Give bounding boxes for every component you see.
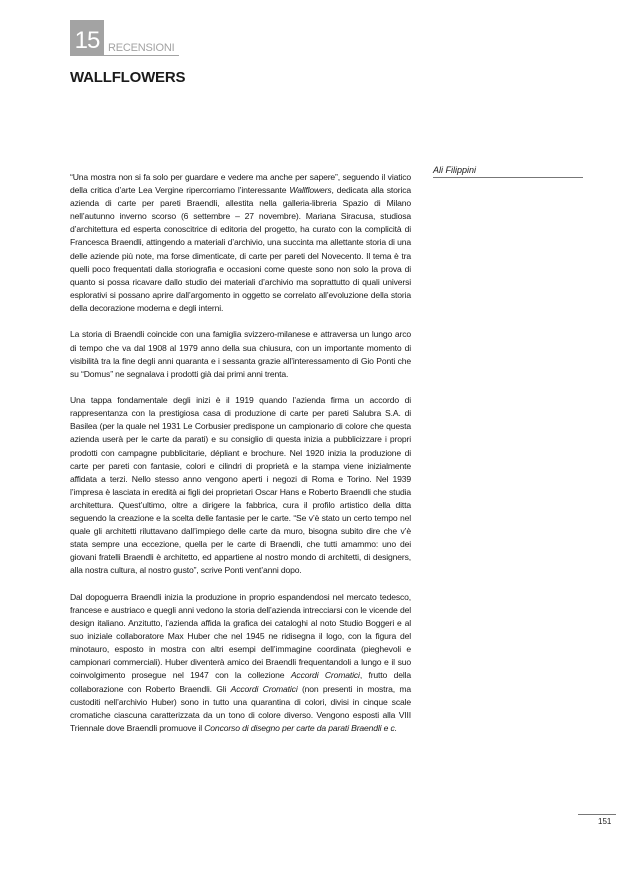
article-paragraph (70, 591, 411, 735)
paragraph-text: (non presenti in mostra, ma custoditi nell’archivio Huber) sono in tutto una quarantina di colori, divisi in cinque scale cromatiche ciascuna caratterizzata da un tono di colore diverso. Vengono esposti alla VIII Triennale dove Braendli promuove il (70, 683, 411, 733)
page-number-rule (578, 814, 616, 815)
section-number: 15 (74, 27, 100, 54)
page-number: 151 (598, 817, 612, 826)
italic-text: Concorso di disegno per carte da parati Braendli e c. (204, 722, 397, 733)
article-paragraph (70, 328, 411, 380)
section-number-badge (70, 20, 104, 56)
paragraph-text: , dedicata alla storica azienda di carte per pareti Braendli, allestita nella galleria-libreria Spazio di Milano nell’autunno inverno scorso (6 settembre – 27 novembre). Mariana Siracusa, studiosa d’architettura ed esperta conoscitrice di editoria del progetto, ha curato con la complicità di Francesca Braendli, attingendo a materiali d’archivio, una succinta ma allettante storia di una delle aziende più note, ma forse dimenticate, di carte per pareti del Novecento. Il tema è tra quelli poco frequentati dalla storiografia e occasioni come queste sono non solo la prova di quanto si possa ricavare dallo studio dei materiali d’archivio ma soprattutto di quali universi esplorativi si possano aprire dall’argomento in oggetto se correlato all’evoluzione della storia della decorazione moderna e degli interni. (70, 185, 411, 313)
paragraph-text: La storia di Braendli coincide con una famiglia svizzero-milanese e attraversa un lungo arco di tempo che va dal 1908 al 1979 anno della sua chiusura, con un importante momento di visibilità tra la fine degli anni quaranta e i sessanta grazie all’interessamento di Gio Ponti che su “Domus” ne segnalava i prodotti già dai primi anni trenta. (70, 329, 411, 379)
paragraph-text: Dal dopoguerra Braendli inizia la produzione in proprio espandendosi nel mercato tedesco, francese e austriaco e quegli anni vedono la storia dell’azienda intrecciarsi con le vicende del design italiano. Anzitutto, l’azienda affida la grafica dei cataloghi al noto Studio Boggeri e al suo iniziale collaboratore Max Huber che nel 1945 ne ridisegna il logo, con la figura del minotauro, esposto in mostra con altri esempi dell’immagine coordinata (pieghevoli e campionari commerciali). Huber diventerà amico dei Braendli frequentandoli a lungo e il suo coinvolgimento prosegue nel 1947 con la collezione (70, 591, 411, 681)
paragraph-text: Una tappa fondamentale degli inizi è il 1919 quando l’azienda firma un accordo di rappresentanza con la prestigiosa casa di produzione di carte per pareti Salubra S.A. di Basilea (per la quale nel 1931 Le Corbusier predispone un campionario di colore che questa azienda userà per le carte da parati) e su consiglio di questa inizia a pubblicizzare i propri prodotti con campagne pubblicitarie, dépliant e brochure. Nel 1920 inizia la produzione di carte per pareti con fantasie, colori e cilindri di proprietà e la stampa viene inizialmente affidata a terzi. Nello stesso anno vengono aperti i negozi di Roma e Torino. Nel 1939 l’impresa è lasciata in eredità ai figli dei proprietari Oscar Hans e Roberto Braendli che studia architettura. Quest’ultimo, oltre a dirigere la fabbrica, cura il profilo artistico della ditta seguendo la creazione e la scelta delle fantasie per le carte. “Se v’è stato un certo tempo nel quale gli architetti riluttavano dall’impiego delle carte da muro, bisogna subito dire che v’è stata sempre una eccezione, quella per le carte di Braendli, che tutti amammo: uno dei giovani fratelli Braendli è architetto, ed appartiene al nostro mondo di architetti, di designers, alla nostra cultura, al nostro gusto”, scrive Ponti vent’anni dopo. (70, 395, 411, 576)
italic-text: Accordi Cromatici (230, 683, 298, 694)
article-author: Ali Filippini (433, 165, 477, 175)
section-label: RECENSIONI (108, 42, 175, 54)
paragraph-text: , frutto della collaborazione con Roberto Braendli. Gli (70, 670, 411, 694)
section-rule (104, 55, 179, 56)
article-paragraph (70, 394, 411, 577)
article-title: WALLFLOWERS (70, 69, 186, 86)
italic-text: Accordi Cromatici (290, 670, 360, 681)
article-body (70, 171, 411, 735)
paragraph-text: “Una mostra non si fa solo per guardare e vedere ma anche per sapere”, seguendo il viatico della critica d’arte Lea Vergine ripercorriamo l’interessante (70, 172, 411, 196)
italic-text: Wallflowers (289, 185, 332, 196)
author-rule (433, 177, 583, 178)
article-paragraph (70, 171, 411, 315)
